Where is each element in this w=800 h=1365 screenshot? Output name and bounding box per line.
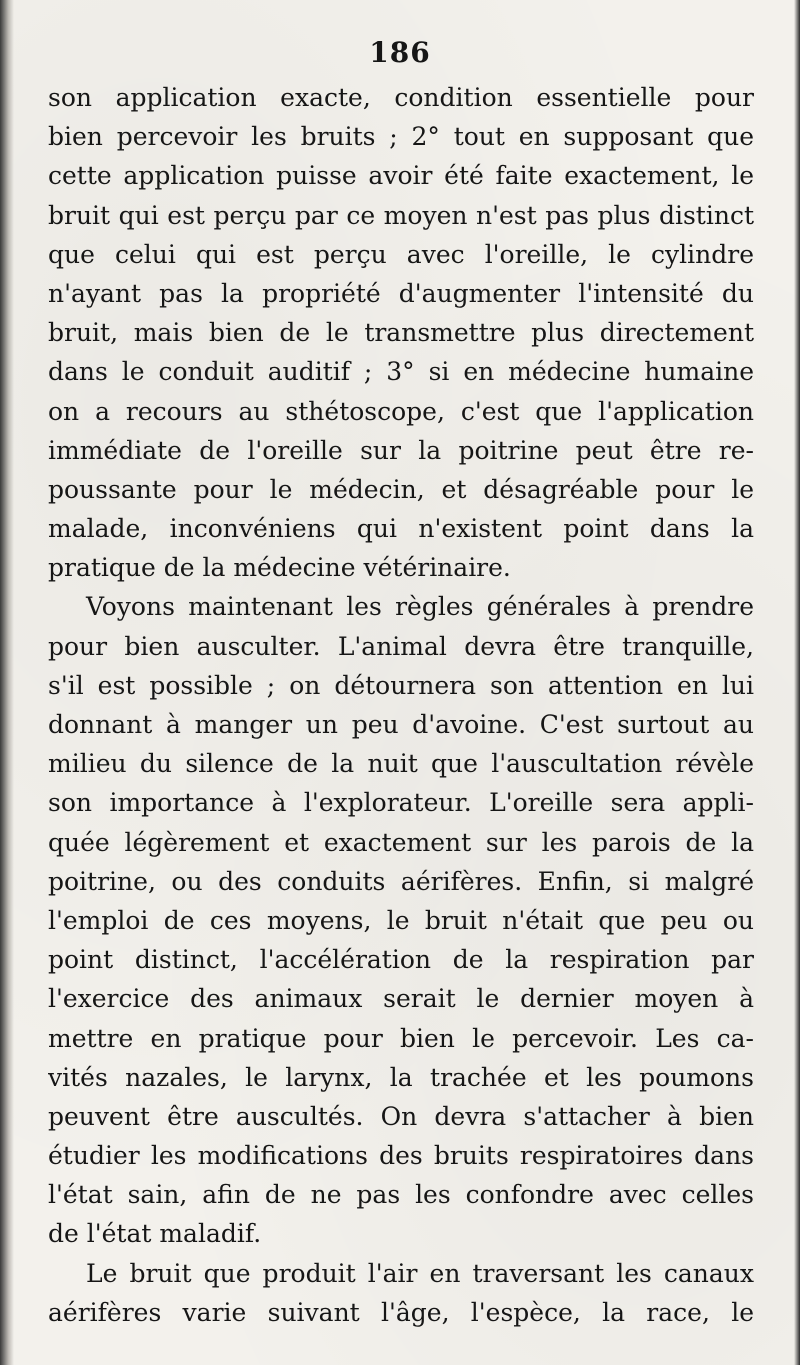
text-line: on a recours au sthétoscope, c'est que l'application [48, 396, 754, 426]
text-line: malade, inconvéniens qui n'existent point dans la [48, 514, 754, 544]
text-line: l'emploi de ces moyens, le bruit n'était que peu ou [48, 905, 754, 935]
text-line: dans le conduit auditif ; 3° si en médecine humaine [48, 357, 754, 387]
page-edge-shadow-right [794, 0, 800, 1365]
text-line: bruit qui est perçu par ce moyen n'est pas plus distinct [48, 200, 754, 230]
text-line: son application exacte, condition essentielle pour [48, 83, 754, 112]
text-line: poussante pour le médecin, et désagréable pour le [48, 474, 754, 504]
text-line: cette application puisse avoir été faite exactement, le [48, 161, 754, 191]
text-line: Voyons maintenant les règles générales à prendre [86, 592, 754, 622]
text-line: peuvent être auscultés. On devra s'attacher à bien [48, 1101, 754, 1131]
text-line: n'ayant pas la propriété d'augmenter l'intensité du [48, 278, 754, 308]
text-line: poitrine, ou des conduits aérifères. Enfin, si malgré [48, 866, 754, 896]
text-line: point distinct, l'accélération de la respiration par [48, 945, 754, 975]
text-line: pratique de la médecine vétérinaire. [48, 553, 511, 583]
text-line: étudier les modifications des bruits respiratoires dans [48, 1141, 754, 1171]
text-line: l'exercice des animaux serait le dernier moyen à [48, 984, 754, 1014]
text-line: quée légèrement et exactement sur les parois de la [48, 827, 754, 857]
text-line: de l'état maladif. [48, 1219, 262, 1249]
text-line: s'il est possible ; on détournera son attention en lui [48, 670, 754, 700]
text-line: pour bien ausculter. L'animal devra être tranquille, [48, 631, 754, 661]
text-line: milieu du silence de la nuit que l'auscultation révèle [48, 749, 754, 779]
text-line: bruit, mais bien de le transmettre plus directement [48, 318, 754, 348]
text-line: immédiate de l'oreille sur la poitrine peut être re- [48, 435, 754, 465]
text-line: donnant à manger un peu d'avoine. C'est surtout au [48, 710, 754, 739]
page-edge-shadow [0, 0, 14, 1365]
text-line: bien percevoir les bruits ; 2° tout en supposant que [48, 122, 754, 152]
text-line: mettre en pratique pour bien le percevoir. Les ca- [48, 1023, 754, 1053]
text-line: vités nazales, le larynx, la trachée et les poumons [48, 1062, 754, 1092]
text-line: son importance à l'explorateur. L'oreille sera appli- [48, 788, 754, 818]
page-number: 186 [369, 36, 431, 69]
text-line: que celui qui est perçu avec l'oreille, le cylindre [48, 239, 754, 269]
text-line: aérifères varie suivant l'âge, l'espèce, la race, le [48, 1297, 754, 1327]
body-text [48, 78, 754, 1332]
text-line: Le bruit que produit l'air en traversant les canaux [86, 1258, 754, 1288]
text-line: l'état sain, afin de ne pas les confondre avec celles [48, 1180, 754, 1210]
